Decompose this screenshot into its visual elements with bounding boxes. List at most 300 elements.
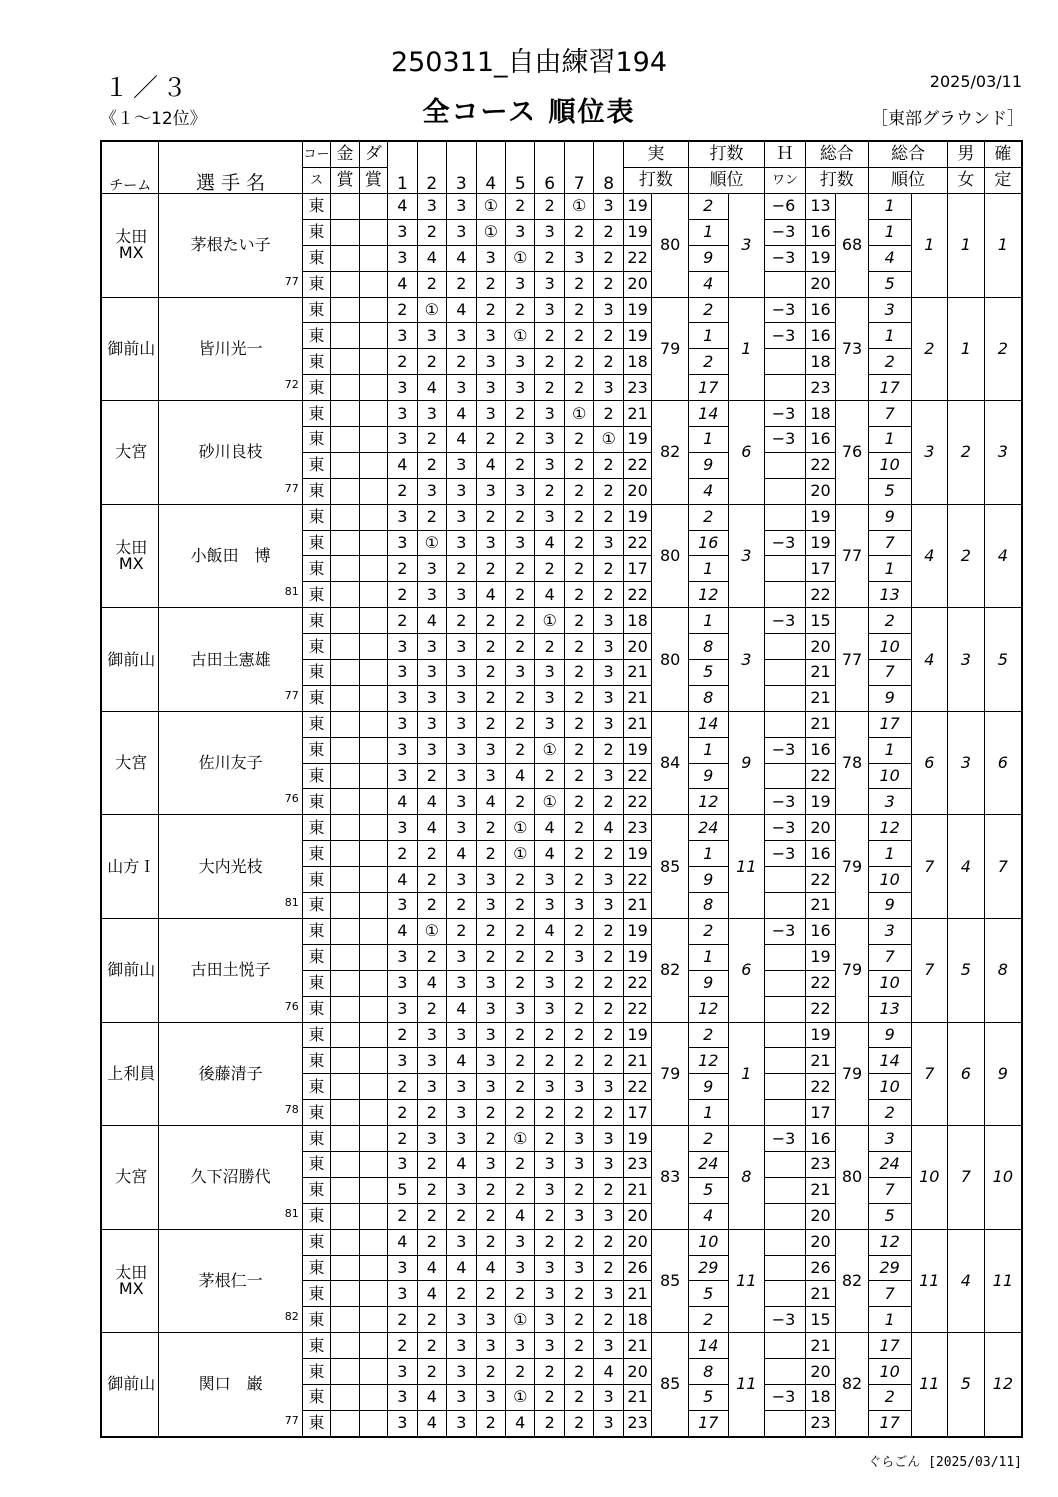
hole-score-cell: 3 xyxy=(388,815,417,841)
team-cell: 大宮 xyxy=(101,401,159,505)
final-rank-cell: 7 xyxy=(984,815,1022,919)
player-name-cell xyxy=(159,815,302,919)
hole-score-cell: 3 xyxy=(535,867,564,893)
hole-score-cell: 2 xyxy=(447,918,476,944)
net-subtotal-cell: 16 xyxy=(805,297,835,323)
hole-score-cell: 3 xyxy=(447,1126,476,1152)
hole-score-cell: 3 xyxy=(594,608,623,634)
kin-award-cell xyxy=(331,349,359,375)
net-subtotal-rank-cell: 1 xyxy=(868,841,911,867)
hole-score-cell: 4 xyxy=(447,1255,476,1281)
net-subtotal-cell: 20 xyxy=(805,1203,835,1229)
total-strokes-cell: 84 xyxy=(652,711,689,815)
hole-score-cell: 2 xyxy=(594,245,623,271)
hole-score-cell: 3 xyxy=(476,375,505,401)
kin-award-cell xyxy=(331,323,359,349)
player-name: 皆川光一 xyxy=(198,338,263,358)
player-age: 77 xyxy=(284,481,299,495)
net-subtotal-rank-cell: 12 xyxy=(868,815,911,841)
hole-score-cell: 3 xyxy=(417,711,446,737)
hole-score-cell: 4 xyxy=(506,763,535,789)
hole-score-cell: 2 xyxy=(388,608,417,634)
header-net-rank-top: 総合 xyxy=(868,141,947,168)
hole-score-cell: 4 xyxy=(388,918,417,944)
da-award-cell xyxy=(359,1203,387,1229)
hole-in-one-cell: −3 xyxy=(765,245,806,271)
hole-score-cell: 2 xyxy=(447,271,476,297)
total-strokes-cell: 83 xyxy=(652,1126,689,1230)
hole-in-one-cell: −3 xyxy=(765,1384,806,1410)
net-subtotal-rank-cell: 1 xyxy=(868,219,911,245)
final-rank-cell: 1 xyxy=(984,194,1022,298)
net-subtotal-cell: 18 xyxy=(805,349,835,375)
hole-score-cell: 2 xyxy=(417,349,446,375)
net-subtotal-cell: 16 xyxy=(805,427,835,453)
hole-score-cell: 3 xyxy=(506,271,535,297)
da-award-cell xyxy=(359,245,387,271)
course-cell: 東 xyxy=(302,323,330,349)
hole-score-cell: 2 xyxy=(447,893,476,919)
hole-score-cell: 2 xyxy=(564,737,593,763)
course-cell: 東 xyxy=(302,996,330,1022)
sex-rank-cell: 4 xyxy=(948,815,985,919)
net-subtotal-cell: 15 xyxy=(805,1307,835,1333)
net-subtotal-rank-cell: 9 xyxy=(868,504,911,530)
hole-score-cell: 2 xyxy=(388,1333,417,1359)
subtotal-cell: 21 xyxy=(623,1177,651,1203)
kin-award-cell xyxy=(331,1022,359,1048)
sex-rank-cell: 7 xyxy=(948,1126,985,1230)
hole-in-one-cell: −3 xyxy=(765,789,806,815)
net-rank-cell: 7 xyxy=(911,815,948,919)
hole-score-cell: 3 xyxy=(476,323,505,349)
sex-rank-cell: 1 xyxy=(948,194,985,298)
sex-rank-cell: 4 xyxy=(948,1229,985,1333)
hole-score-cell: 3 xyxy=(447,582,476,608)
subtotal-cell: 22 xyxy=(623,867,651,893)
net-subtotal-rank-cell: 7 xyxy=(868,401,911,427)
team-cell: 御前山 xyxy=(101,608,159,712)
hole-score-cell: 3 xyxy=(447,1022,476,1048)
hole-score-cell: 3 xyxy=(506,375,535,401)
course-cell: 東 xyxy=(302,944,330,970)
hole-score-cell: 2 xyxy=(388,1074,417,1100)
hole-score-cell: 3 xyxy=(388,737,417,763)
course-cell: 東 xyxy=(302,815,330,841)
kin-award-cell xyxy=(331,1203,359,1229)
hole-score-cell: 2 xyxy=(535,1126,564,1152)
hole-score-cell: 2 xyxy=(476,427,505,453)
da-award-cell xyxy=(359,582,387,608)
net-subtotal-rank-cell: 10 xyxy=(868,452,911,478)
hole-score-cell: 3 xyxy=(447,530,476,556)
hole-in-one-cell xyxy=(765,582,806,608)
net-subtotal-rank-cell: 1 xyxy=(868,323,911,349)
hole-in-one-cell: −3 xyxy=(765,815,806,841)
hole-score-cell: 2 xyxy=(506,556,535,582)
net-total-cell: 79 xyxy=(836,918,869,1022)
net-subtotal-rank-cell: 14 xyxy=(868,1048,911,1074)
subtotal-cell: 19 xyxy=(623,427,651,453)
hole-score-cell: ① xyxy=(506,1307,535,1333)
hole-score-cell: 2 xyxy=(506,582,535,608)
net-subtotal-cell: 16 xyxy=(805,918,835,944)
net-subtotal-cell: 21 xyxy=(805,1048,835,1074)
net-subtotal-rank-cell: 17 xyxy=(868,375,911,401)
hole-score-cell: 2 xyxy=(506,1177,535,1203)
hole-score-cell: 3 xyxy=(447,1333,476,1359)
course-cell: 東 xyxy=(302,504,330,530)
subtotal-rank-cell: 1 xyxy=(688,1100,728,1126)
hole-score-cell: 2 xyxy=(388,297,417,323)
da-award-cell xyxy=(359,1022,387,1048)
kin-award-cell xyxy=(331,245,359,271)
hole-score-cell: 4 xyxy=(447,245,476,271)
hole-score-cell: 2 xyxy=(388,1100,417,1126)
net-subtotal-rank-cell: 10 xyxy=(868,867,911,893)
player-name-cell xyxy=(159,711,302,815)
subtotal-cell: 19 xyxy=(623,1022,651,1048)
net-subtotal-cell: 26 xyxy=(805,1255,835,1281)
hole-score-cell: 3 xyxy=(506,996,535,1022)
kin-award-cell xyxy=(331,1410,359,1436)
subtotal-cell: 17 xyxy=(623,556,651,582)
course-cell: 東 xyxy=(302,582,330,608)
hole-score-cell: 3 xyxy=(535,1255,564,1281)
hole-score-cell: 2 xyxy=(476,660,505,686)
hole-score-cell: 4 xyxy=(417,1410,446,1436)
hole-score-cell: 3 xyxy=(476,996,505,1022)
subtotal-cell: 21 xyxy=(623,1048,651,1074)
hole-score-cell: 4 xyxy=(594,815,623,841)
team-cell: 大宮 xyxy=(101,711,159,815)
net-subtotal-cell: 19 xyxy=(805,530,835,556)
subtotal-cell: 18 xyxy=(623,608,651,634)
total-strokes-cell: 82 xyxy=(652,918,689,1022)
sex-rank-cell: 2 xyxy=(948,504,985,608)
subtotal-rank-cell: 5 xyxy=(688,1177,728,1203)
hole-score-cell: 3 xyxy=(388,1410,417,1436)
hole-score-cell: 2 xyxy=(388,1022,417,1048)
hole-score-cell: 3 xyxy=(476,245,505,271)
header-da-bottom: 賞 xyxy=(359,168,387,194)
course-cell: 東 xyxy=(302,1203,330,1229)
hole-score-cell: 2 xyxy=(476,1126,505,1152)
course-cell: 東 xyxy=(302,970,330,996)
subtotal-rank-cell: 2 xyxy=(688,194,728,220)
course-cell: 東 xyxy=(302,1022,330,1048)
net-subtotal-rank-cell: 2 xyxy=(868,1384,911,1410)
sex-rank-cell: 5 xyxy=(948,1333,985,1437)
sex-rank-cell: 2 xyxy=(948,401,985,505)
net-subtotal-cell: 16 xyxy=(805,737,835,763)
hole-score-cell: 2 xyxy=(476,556,505,582)
hole-in-one-cell: −3 xyxy=(765,1307,806,1333)
hole-score-cell: 2 xyxy=(476,297,505,323)
hole-score-cell: 2 xyxy=(506,452,535,478)
header-net-rank-bottom: 順位 xyxy=(868,168,947,194)
course-cell: 東 xyxy=(302,1384,330,1410)
table-row xyxy=(101,297,1022,323)
header-hole-6: 6 xyxy=(535,141,564,194)
hole-score-cell: 2 xyxy=(594,1229,623,1255)
net-subtotal-cell: 16 xyxy=(805,841,835,867)
hole-score-cell: 2 xyxy=(535,349,564,375)
hole-score-cell: 3 xyxy=(564,1074,593,1100)
hole-score-cell: 2 xyxy=(535,1384,564,1410)
net-rank-cell: 6 xyxy=(911,711,948,815)
hole-score-cell: 2 xyxy=(476,1281,505,1307)
da-award-cell xyxy=(359,349,387,375)
hole-in-one-cell xyxy=(765,1359,806,1385)
final-rank-cell: 12 xyxy=(984,1333,1022,1437)
player-age: 76 xyxy=(284,999,299,1013)
net-total-cell: 79 xyxy=(836,1022,869,1126)
kin-award-cell xyxy=(331,1384,359,1410)
da-award-cell xyxy=(359,556,387,582)
team-cell: 山方Ｉ xyxy=(101,815,159,919)
hole-score-cell: 3 xyxy=(594,1074,623,1100)
hole-score-cell: 4 xyxy=(594,1359,623,1385)
net-subtotal-rank-cell: 9 xyxy=(868,685,911,711)
net-total-cell: 78 xyxy=(836,711,869,815)
table-row xyxy=(101,194,1022,220)
header-hole-3: 3 xyxy=(447,141,476,194)
document-subtitle: 全コース 順位表 xyxy=(422,97,636,128)
final-rank-cell: 3 xyxy=(984,401,1022,505)
hole-score-cell: 4 xyxy=(447,427,476,453)
hole-score-cell: 4 xyxy=(476,1255,505,1281)
hole-score-cell: 3 xyxy=(535,685,564,711)
net-subtotal-cell: 16 xyxy=(805,1126,835,1152)
total-strokes-cell: 85 xyxy=(652,815,689,919)
da-award-cell xyxy=(359,893,387,919)
hole-score-cell: 2 xyxy=(417,504,446,530)
hole-in-one-cell: −3 xyxy=(765,297,806,323)
hole-score-cell: 2 xyxy=(594,737,623,763)
hole-in-one-cell: −3 xyxy=(765,401,806,427)
net-subtotal-cell: 18 xyxy=(805,401,835,427)
hole-score-cell: 2 xyxy=(506,634,535,660)
table-row xyxy=(101,1022,1022,1048)
subtotal-cell: 22 xyxy=(623,582,651,608)
course-cell: 東 xyxy=(302,427,330,453)
hole-score-cell: 4 xyxy=(506,1410,535,1436)
hole-score-cell: 3 xyxy=(447,711,476,737)
hole-score-cell: 3 xyxy=(594,375,623,401)
subtotal-cell: 20 xyxy=(623,1359,651,1385)
net-subtotal-rank-cell: 2 xyxy=(868,1100,911,1126)
player-name: 砂川良枝 xyxy=(198,442,263,462)
subtotal-cell: 21 xyxy=(623,1333,651,1359)
kin-award-cell xyxy=(331,634,359,660)
hole-score-cell: 2 xyxy=(506,1281,535,1307)
hole-score-cell: 2 xyxy=(535,944,564,970)
hole-score-cell: 3 xyxy=(594,685,623,711)
hole-score-cell: 3 xyxy=(564,245,593,271)
hole-score-cell: 2 xyxy=(535,323,564,349)
hole-in-one-cell: −3 xyxy=(765,530,806,556)
da-award-cell xyxy=(359,996,387,1022)
hole-score-cell: 2 xyxy=(476,504,505,530)
kin-award-cell xyxy=(331,685,359,711)
hole-score-cell: 3 xyxy=(535,1074,564,1100)
hole-score-cell: 3 xyxy=(594,1151,623,1177)
header-kin-top: 金 xyxy=(331,141,359,168)
subtotal-cell: 21 xyxy=(623,660,651,686)
net-subtotal-cell: 20 xyxy=(805,271,835,297)
hole-score-cell: 3 xyxy=(535,297,564,323)
net-rank-cell: 4 xyxy=(911,608,948,712)
net-subtotal-rank-cell: 10 xyxy=(868,1359,911,1385)
hole-score-cell: 3 xyxy=(594,1281,623,1307)
net-subtotal-rank-cell: 1 xyxy=(868,427,911,453)
subtotal-cell: 21 xyxy=(623,893,651,919)
hole-score-cell: 2 xyxy=(564,634,593,660)
subtotal-rank-cell: 1 xyxy=(688,608,728,634)
hole-score-cell: 2 xyxy=(476,685,505,711)
kin-award-cell xyxy=(331,375,359,401)
net-subtotal-cell: 21 xyxy=(805,660,835,686)
subtotal-cell: 20 xyxy=(623,1229,651,1255)
subtotal-rank-cell: 1 xyxy=(688,841,728,867)
hole-score-cell: 3 xyxy=(388,375,417,401)
net-rank-cell: 1 xyxy=(911,194,948,298)
hole-score-cell: ① xyxy=(476,219,505,245)
hole-score-cell: 2 xyxy=(564,375,593,401)
kin-award-cell xyxy=(331,944,359,970)
course-cell: 東 xyxy=(302,1359,330,1385)
hole-score-cell: 3 xyxy=(447,375,476,401)
subtotal-rank-cell: 5 xyxy=(688,1281,728,1307)
header-strokes-top: 実 xyxy=(623,141,688,168)
hole-score-cell: 3 xyxy=(388,1255,417,1281)
hole-score-cell: 2 xyxy=(476,1203,505,1229)
net-subtotal-cell: 20 xyxy=(805,815,835,841)
hole-score-cell: 4 xyxy=(388,867,417,893)
total-rank-cell: 3 xyxy=(728,504,765,608)
net-subtotal-cell: 22 xyxy=(805,867,835,893)
subtotal-rank-cell: 17 xyxy=(688,375,728,401)
hole-score-cell: 3 xyxy=(388,530,417,556)
kin-award-cell xyxy=(331,427,359,453)
hole-score-cell: 3 xyxy=(417,660,446,686)
subtotal-rank-cell: 4 xyxy=(688,271,728,297)
net-subtotal-rank-cell: 5 xyxy=(868,271,911,297)
hole-score-cell: 2 xyxy=(564,504,593,530)
footer-credit: ぐらごん [2025/03/11] xyxy=(868,1455,1022,1470)
da-award-cell xyxy=(359,1177,387,1203)
subtotal-rank-cell: 1 xyxy=(688,556,728,582)
hole-score-cell: 2 xyxy=(506,297,535,323)
player-name-cell xyxy=(159,194,302,298)
hole-score-cell: 2 xyxy=(476,608,505,634)
hole-score-cell: 3 xyxy=(564,1203,593,1229)
hole-in-one-cell: −3 xyxy=(765,608,806,634)
net-subtotal-rank-cell: 4 xyxy=(868,245,911,271)
hole-score-cell: 2 xyxy=(535,478,564,504)
hole-score-cell: 4 xyxy=(535,841,564,867)
hole-score-cell: 2 xyxy=(564,867,593,893)
course-cell: 東 xyxy=(302,401,330,427)
net-subtotal-rank-cell: 10 xyxy=(868,763,911,789)
table-row xyxy=(101,608,1022,634)
kin-award-cell xyxy=(331,815,359,841)
net-subtotal-rank-cell: 5 xyxy=(868,478,911,504)
final-rank-cell: 8 xyxy=(984,918,1022,1022)
hole-score-cell: 2 xyxy=(594,556,623,582)
hole-score-cell: 2 xyxy=(388,478,417,504)
hole-score-cell: 2 xyxy=(417,996,446,1022)
course-cell: 東 xyxy=(302,375,330,401)
subtotal-cell: 19 xyxy=(623,297,651,323)
hole-score-cell: 3 xyxy=(506,219,535,245)
hole-score-cell: 3 xyxy=(476,1048,505,1074)
hole-score-cell: 3 xyxy=(476,1333,505,1359)
da-award-cell xyxy=(359,194,387,220)
player-name: 茅根たい子 xyxy=(190,235,271,255)
subtotal-rank-cell: 8 xyxy=(688,1359,728,1385)
hole-score-cell: 4 xyxy=(388,194,417,220)
total-strokes-cell: 82 xyxy=(652,401,689,505)
hole-score-cell: 2 xyxy=(564,711,593,737)
hole-score-cell: 2 xyxy=(535,1203,564,1229)
hole-score-cell: 3 xyxy=(447,219,476,245)
da-award-cell xyxy=(359,608,387,634)
kin-award-cell xyxy=(331,504,359,530)
course-cell: 東 xyxy=(302,1307,330,1333)
subtotal-cell: 19 xyxy=(623,323,651,349)
total-rank-cell: 9 xyxy=(728,711,765,815)
hole-score-cell: 5 xyxy=(388,1177,417,1203)
hole-score-cell: 2 xyxy=(535,194,564,220)
hole-in-one-cell xyxy=(765,996,806,1022)
hole-score-cell: 2 xyxy=(564,530,593,556)
page-number: １／３ xyxy=(104,73,192,102)
net-total-cell: 68 xyxy=(836,194,869,298)
course-cell: 東 xyxy=(302,918,330,944)
hole-score-cell: 3 xyxy=(535,893,564,919)
hole-score-cell: ① xyxy=(476,194,505,220)
hole-score-cell: 2 xyxy=(417,893,446,919)
hole-score-cell: 2 xyxy=(506,685,535,711)
subtotal-rank-cell: 9 xyxy=(688,452,728,478)
hole-score-cell: 3 xyxy=(417,401,446,427)
net-subtotal-cell: 21 xyxy=(805,1281,835,1307)
rank-range-label: 《１～12位》 xyxy=(100,109,207,129)
subtotal-cell: 23 xyxy=(623,815,651,841)
hole-score-cell: 4 xyxy=(447,1048,476,1074)
hole-score-cell: 2 xyxy=(594,401,623,427)
subtotal-rank-cell: 2 xyxy=(688,918,728,944)
hole-score-cell: 3 xyxy=(447,478,476,504)
hole-score-cell: 4 xyxy=(535,815,564,841)
hole-score-cell: 3 xyxy=(535,1151,564,1177)
hole-score-cell: 3 xyxy=(476,1022,505,1048)
subtotal-rank-cell: 1 xyxy=(688,737,728,763)
hole-score-cell: 2 xyxy=(506,1022,535,1048)
course-cell: 東 xyxy=(302,297,330,323)
subtotal-rank-cell: 2 xyxy=(688,349,728,375)
table-row xyxy=(101,401,1022,427)
net-rank-cell: 11 xyxy=(911,1229,948,1333)
hole-score-cell: 2 xyxy=(564,1281,593,1307)
course-cell: 東 xyxy=(302,194,330,220)
hole-score-cell: 3 xyxy=(476,867,505,893)
subtotal-rank-cell: 1 xyxy=(688,219,728,245)
team-cell: 太田MX xyxy=(101,1229,159,1333)
player-age: 81 xyxy=(284,1206,299,1220)
